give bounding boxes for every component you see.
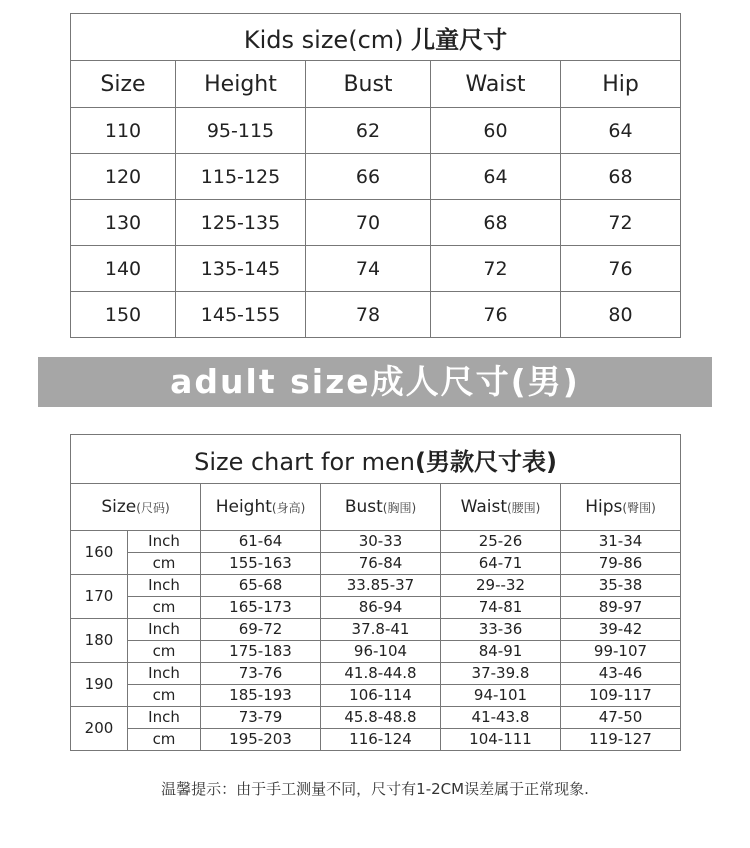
men-cell-bust: 86-94 xyxy=(321,597,441,619)
table-row xyxy=(71,108,681,154)
men-cell-bust: 33.85-37 xyxy=(321,575,441,597)
men-header-hips-zh: (臀围) xyxy=(622,501,656,515)
kids-cell-hip: 76 xyxy=(561,246,681,292)
men-header-size-en: Size xyxy=(101,497,137,517)
men-cell-hips: 89-97 xyxy=(561,597,681,619)
men-cell-height: 73-79 xyxy=(201,707,321,729)
men-cell-height: 65-68 xyxy=(201,575,321,597)
men-cell-bust: 96-104 xyxy=(321,641,441,663)
men-cell-height: 155-163 xyxy=(201,553,321,575)
men-cell-height: 73-76 xyxy=(201,663,321,685)
kids-cell-bust: 62 xyxy=(306,108,431,154)
table-row xyxy=(71,553,681,575)
men-cell-height: 195-203 xyxy=(201,729,321,751)
men-header-height-zh: (身高) xyxy=(271,501,306,515)
men-cell-bust: 76-84 xyxy=(321,553,441,575)
men-cell-size: 200 xyxy=(71,707,128,751)
men-header-bust xyxy=(321,484,441,531)
men-cell-size: 180 xyxy=(71,619,128,663)
men-cell-size: 190 xyxy=(71,663,128,707)
men-cell-bust: 106-114 xyxy=(321,685,441,707)
men-header-height-en: Height xyxy=(215,497,272,517)
men-cell-waist: 84-91 xyxy=(441,641,561,663)
kids-title-zh: 儿童尺寸 xyxy=(411,25,508,54)
kids-header-hip: Hip xyxy=(561,61,681,108)
kids-cell-size: 110 xyxy=(71,108,176,154)
men-header-waist-en: Waist xyxy=(460,497,507,517)
kids-cell-hip: 64 xyxy=(561,108,681,154)
men-header-size-zh: (尺码) xyxy=(136,501,170,515)
men-cell-hips: 31-34 xyxy=(561,531,681,553)
table-row xyxy=(71,154,681,200)
men-cell-bust: 116-124 xyxy=(321,729,441,751)
kids-cell-height: 115-125 xyxy=(176,154,306,200)
kids-cell-waist: 60 xyxy=(431,108,561,154)
kids-cell-bust: 74 xyxy=(306,246,431,292)
kids-cell-waist: 76 xyxy=(431,292,561,338)
kids-cell-size: 130 xyxy=(71,200,176,246)
kids-cell-waist: 72 xyxy=(431,246,561,292)
kids-cell-bust: 66 xyxy=(306,154,431,200)
kids-header-row xyxy=(71,61,681,108)
men-header-size xyxy=(71,484,201,531)
table-row xyxy=(71,575,681,597)
table-row xyxy=(71,200,681,246)
table-row xyxy=(71,707,681,729)
men-cell-size: 170 xyxy=(71,575,128,619)
kids-header-height: Height xyxy=(176,61,306,108)
kids-cell-bust: 70 xyxy=(306,200,431,246)
men-cell-waist: 74-81 xyxy=(441,597,561,619)
measurement-note: 温馨提示：由于手工测量不同，尺寸有1-2CM误差属于正常现象. xyxy=(161,780,589,798)
men-cell-unit: cm xyxy=(128,685,201,707)
table-row xyxy=(71,729,681,751)
men-cell-height: 165-173 xyxy=(201,597,321,619)
men-header-waist-zh: (腰围) xyxy=(507,501,541,515)
kids-table-title xyxy=(71,14,681,61)
table-row xyxy=(71,619,681,641)
kids-header-size: Size xyxy=(71,61,176,108)
men-cell-hips: 47-50 xyxy=(561,707,681,729)
men-header-row xyxy=(71,484,681,531)
men-cell-bust: 41.8-44.8 xyxy=(321,663,441,685)
table-row xyxy=(71,663,681,685)
men-cell-unit: Inch xyxy=(128,619,201,641)
kids-cell-hip: 68 xyxy=(561,154,681,200)
table-row xyxy=(71,292,681,338)
men-cell-unit: Inch xyxy=(128,531,201,553)
men-cell-waist: 37-39.8 xyxy=(441,663,561,685)
men-table-title xyxy=(71,435,681,484)
kids-cell-size: 150 xyxy=(71,292,176,338)
men-cell-bust: 37.8-41 xyxy=(321,619,441,641)
men-size-table xyxy=(70,434,681,751)
men-header-hips xyxy=(561,484,681,531)
men-cell-unit: Inch xyxy=(128,707,201,729)
men-header-height xyxy=(201,484,321,531)
men-cell-hips: 109-117 xyxy=(561,685,681,707)
kids-header-bust: Bust xyxy=(306,61,431,108)
kids-size-table xyxy=(70,13,681,338)
men-cell-unit: Inch xyxy=(128,663,201,685)
kids-cell-height: 95-115 xyxy=(176,108,306,154)
men-cell-hips: 119-127 xyxy=(561,729,681,751)
men-cell-unit: Inch xyxy=(128,575,201,597)
men-cell-height: 69-72 xyxy=(201,619,321,641)
men-cell-waist: 41-43.8 xyxy=(441,707,561,729)
men-cell-unit: cm xyxy=(128,641,201,663)
kids-cell-hip: 80 xyxy=(561,292,681,338)
kids-title-en: Kids size(cm) xyxy=(243,25,412,54)
table-row xyxy=(71,531,681,553)
men-header-waist xyxy=(441,484,561,531)
kids-cell-hip: 72 xyxy=(561,200,681,246)
kids-cell-waist: 64 xyxy=(431,154,561,200)
men-cell-waist: 64-71 xyxy=(441,553,561,575)
kids-cell-bust: 78 xyxy=(306,292,431,338)
kids-cell-size: 120 xyxy=(71,154,176,200)
men-title-zh: (男款尺寸表) xyxy=(414,447,557,476)
men-cell-bust: 45.8-48.8 xyxy=(321,707,441,729)
table-row xyxy=(71,641,681,663)
men-cell-height: 185-193 xyxy=(201,685,321,707)
kids-cell-waist: 68 xyxy=(431,200,561,246)
kids-cell-height: 135-145 xyxy=(176,246,306,292)
kids-cell-height: 145-155 xyxy=(176,292,306,338)
men-cell-height: 61-64 xyxy=(201,531,321,553)
men-cell-hips: 39-42 xyxy=(561,619,681,641)
men-cell-waist: 104-111 xyxy=(441,729,561,751)
men-cell-size: 160 xyxy=(71,531,128,575)
men-cell-waist: 25-26 xyxy=(441,531,561,553)
table-row xyxy=(71,597,681,619)
men-cell-hips: 35-38 xyxy=(561,575,681,597)
men-header-bust-zh: (胸围) xyxy=(382,501,417,515)
men-cell-hips: 43-46 xyxy=(561,663,681,685)
table-row xyxy=(71,246,681,292)
adult-size-banner: adult size成人尺寸(男) xyxy=(38,357,712,407)
men-cell-waist: 94-101 xyxy=(441,685,561,707)
men-cell-hips: 79-86 xyxy=(561,553,681,575)
men-cell-waist: 33-36 xyxy=(441,619,561,641)
men-cell-waist: 29--32 xyxy=(441,575,561,597)
kids-cell-size: 140 xyxy=(71,246,176,292)
men-cell-bust: 30-33 xyxy=(321,531,441,553)
men-cell-unit: cm xyxy=(128,729,201,751)
table-row xyxy=(71,685,681,707)
men-cell-hips: 99-107 xyxy=(561,641,681,663)
kids-header-waist: Waist xyxy=(431,61,561,108)
men-cell-height: 175-183 xyxy=(201,641,321,663)
men-header-hips-en: Hips xyxy=(585,497,623,517)
men-header-bust-en: Bust xyxy=(344,497,383,517)
men-title-en: Size chart for men xyxy=(194,447,415,476)
men-cell-unit: cm xyxy=(128,597,201,619)
kids-cell-height: 125-135 xyxy=(176,200,306,246)
men-cell-unit: cm xyxy=(128,553,201,575)
